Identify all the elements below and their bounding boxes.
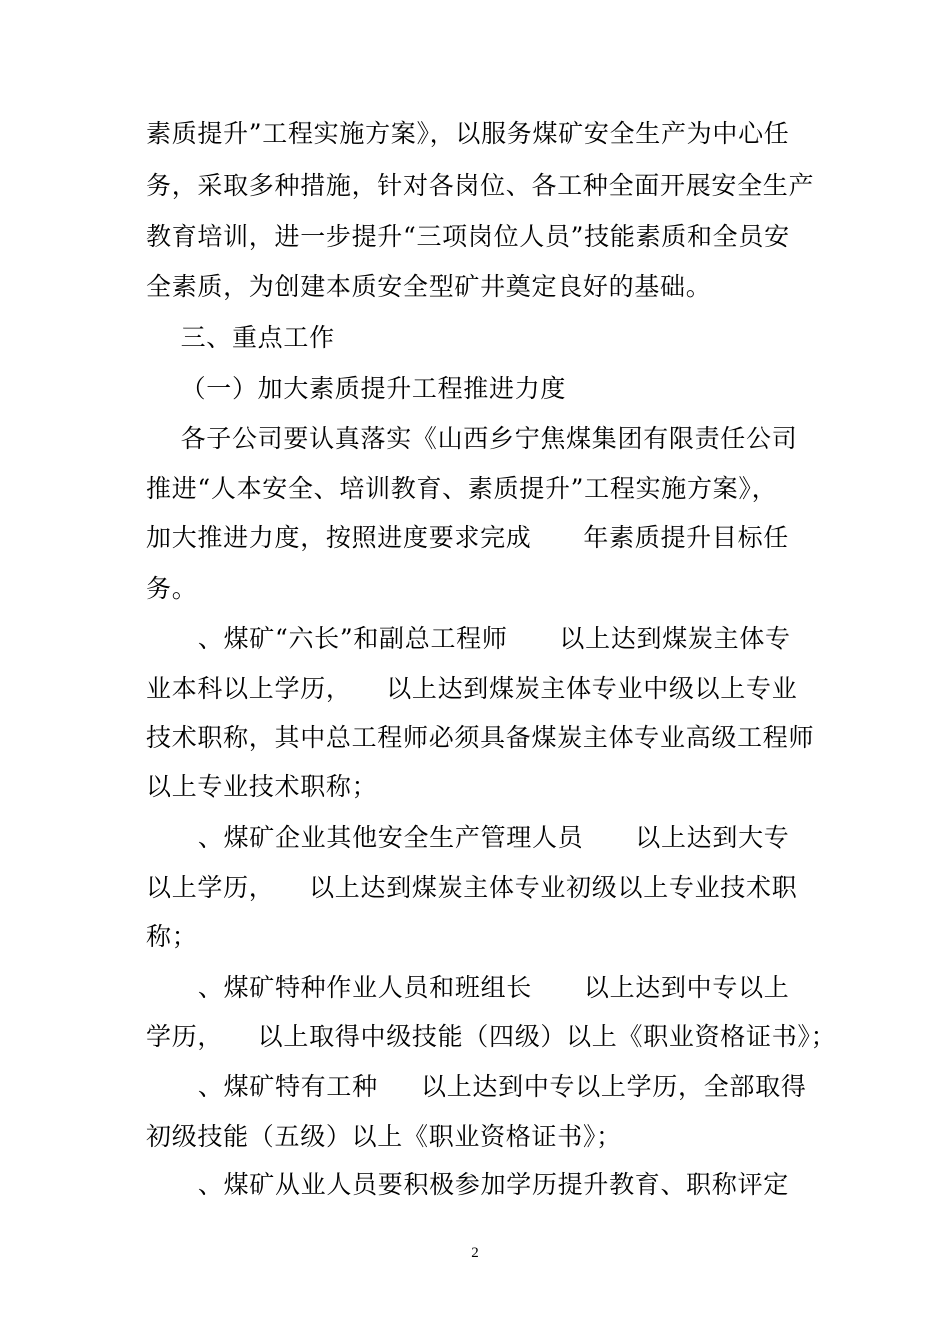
list-item-5-line-1: 、煤矿从业人员要积极参加学历提升教育、职称评定	[146, 1170, 789, 1199]
list-item-4-line-1: 、煤矿特有工种 以上达到中专以上学历，全部取得	[146, 1072, 807, 1101]
list-item-2-line-3: 称；	[146, 922, 198, 951]
body-line-8: 推进“人本安全、培训教育、素质提升”工程实施方案》，	[146, 474, 778, 503]
page-number: 2	[471, 1245, 479, 1261]
body-line-1: 素质提升”工程实施方案》，以服务煤矿安全生产为中心任	[146, 119, 790, 148]
list-item-3-line-1: 、煤矿特种作业人员和班组长 以上达到中专以上	[146, 973, 790, 1002]
subsection-heading: （一）加大素质提升工程推进力度	[146, 374, 567, 403]
body-line-10: 务。	[146, 574, 198, 603]
section-heading: 三、重点工作	[146, 323, 335, 352]
body-line-2: 务，采取多种措施，针对各岗位、各工种全面开展安全生产	[146, 171, 815, 200]
list-item-1-line-3: 技术职称，其中总工程师必须具备煤炭主体专业高级工程师	[146, 723, 815, 752]
list-item-1-line-1: 、煤矿“六长”和副总工程师 以上达到煤炭主体专	[146, 624, 791, 653]
body-line-7: 各子公司要认真落实《山西乡宁焦煤集团有限责任公司	[146, 424, 798, 453]
list-item-2-line-1: 、煤矿企业其他安全生产管理人员 以上达到大专	[146, 823, 790, 852]
list-item-2-line-2: 以上学历， 以上达到煤炭主体专业初级以上专业技术职	[146, 873, 798, 902]
list-item-4-line-2: 初级技能（五级）以上《职业资格证书》；	[146, 1122, 622, 1151]
list-item-1-line-4: 以上专业技术职称；	[146, 772, 378, 801]
list-item-1-line-2: 业本科以上学历， 以上达到煤炭主体专业中级以上专业	[146, 674, 798, 703]
body-line-3: 教育培训，进一步提升“三项岗位人员”技能素质和全员安	[146, 222, 790, 251]
body-line-4: 全素质，为创建本质安全型矿井奠定良好的基础。	[146, 272, 712, 301]
list-item-3-line-2: 学历， 以上取得中级技能（四级）以上《职业资格证书》；	[146, 1022, 837, 1051]
body-line-9: 加大推进力度，按照进度要求完成 年素质提升目标任	[146, 523, 789, 552]
